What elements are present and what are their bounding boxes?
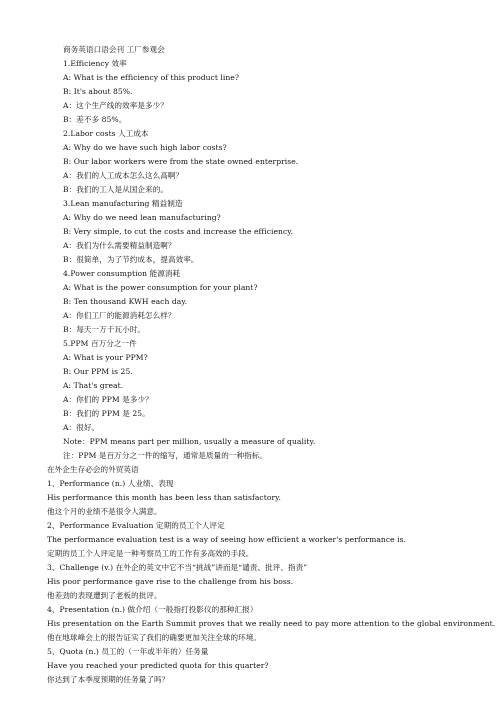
- dialogue-line: A: What is the efficiency of this product line?: [63, 73, 239, 82]
- dialogue-line: B：每天一万千瓦小时。: [63, 325, 146, 334]
- dialogue-line: A：这个生产线的效率是多少？: [63, 101, 168, 110]
- dialogue-line: B：差不多 85%。: [63, 115, 127, 124]
- example-translation: 他差劲的表现遭到了老板的批评。: [47, 591, 162, 600]
- example-translation: 他这个月的业绩不是很令人满意。: [47, 507, 162, 516]
- dialogue-line: A: Why do we have such high labor costs?: [63, 143, 227, 152]
- term-heading: 4、Presentation (n.) 做介绍（一般指打投影仪的那种汇报）: [47, 605, 258, 614]
- example-sentence: Have you reached your predicted quota for this quarter?: [47, 661, 269, 670]
- note-line: Note：PPM means part per million, usually a measure of quality.: [63, 437, 316, 446]
- dialogue-line: A：我们为什么需要精益制造啊？: [63, 241, 176, 250]
- note-line: 注：PPM 是百万分之一件的缩写，通常是质量的一种指标。: [63, 451, 268, 460]
- section-heading: 5.PPM 百万分之一件: [63, 339, 137, 348]
- dialogue-line: A: Why do we need lean manufacturing?: [63, 213, 221, 222]
- example-translation: 定期的员工个人评定是一种考察员工的工作有多高效的手段。: [47, 549, 254, 558]
- example-sentence: The performance evaluation test is a way of seeing how efficient a worker's performance is.: [47, 535, 407, 544]
- term-heading: 1、Performance (n.) 人业绩、表现: [47, 479, 174, 488]
- section-heading: 3.Lean manufacturing 精益制造: [63, 199, 183, 208]
- example-sentence: His performance this month has been less than satisfactory.: [47, 493, 281, 502]
- term-heading: 5、Quota (n.) 员工的（一年或半年的）任务量: [47, 647, 209, 656]
- dialogue-line: A：我们的人工成本怎么这么高啊？: [63, 171, 184, 180]
- dialogue-line: A: What is your PPM?: [63, 353, 148, 362]
- example-sentence: His poor performance gave rise to the challenge from his boss.: [47, 577, 294, 586]
- section-title: 在外企生存必会的外贸英语: [47, 465, 139, 474]
- section-heading: 1.Efficiency 效率: [63, 59, 127, 68]
- dialogue-line: B：我们的工人是从国企来的。: [63, 185, 168, 194]
- dialogue-line: B: Our PPM is 25.: [63, 367, 133, 376]
- document-title: 商务英语口语会刊 工厂参观会: [63, 45, 165, 54]
- term-heading: 3、Challenge (v.) 在外企的英文中它不当“挑战”讲而是“谴责、批评、指责”: [47, 563, 308, 572]
- dialogue-line: A: What is the power consumption for your plant?: [63, 283, 258, 292]
- section-heading: 4.Power consumption 能源消耗: [63, 269, 181, 278]
- dialogue-line: A：你们的 PPM 是多少？: [63, 395, 153, 404]
- term-heading: 2、Performance Evaluation 定期的员工个人评定: [47, 521, 225, 530]
- dialogue-line: A：很好。: [63, 423, 100, 432]
- dialogue-line: B: Very simple, to cut the costs and increase the efficiency.: [63, 227, 294, 236]
- dialogue-line: B: It's about 85%.: [63, 87, 133, 96]
- dialogue-line: B：很简单，为了节约成本，提高效率。: [63, 255, 199, 264]
- dialogue-line: A: That's great.: [63, 381, 124, 390]
- example-translation: 你达到了本季度预期的任务量了吗？: [47, 675, 170, 684]
- dialogue-line: B: Our labor workers were from the state owned enterprise.: [63, 157, 299, 166]
- example-translation: 他在地球峰会上的报告证实了我们的确要更加关注全球的环境。: [47, 633, 262, 642]
- example-sentence: His presentation on the Earth Summit proves that we really need to pay more attention to the global environment.: [47, 619, 496, 628]
- dialogue-line: B：我们的 PPM 是 25。: [63, 409, 150, 418]
- dialogue-line: A：你们工厂的能源消耗怎么样？: [63, 311, 176, 320]
- dialogue-line: B: Ten thousand KWH each day.: [63, 297, 188, 306]
- section-heading: 2.Labor costs 人工成本: [63, 129, 149, 138]
